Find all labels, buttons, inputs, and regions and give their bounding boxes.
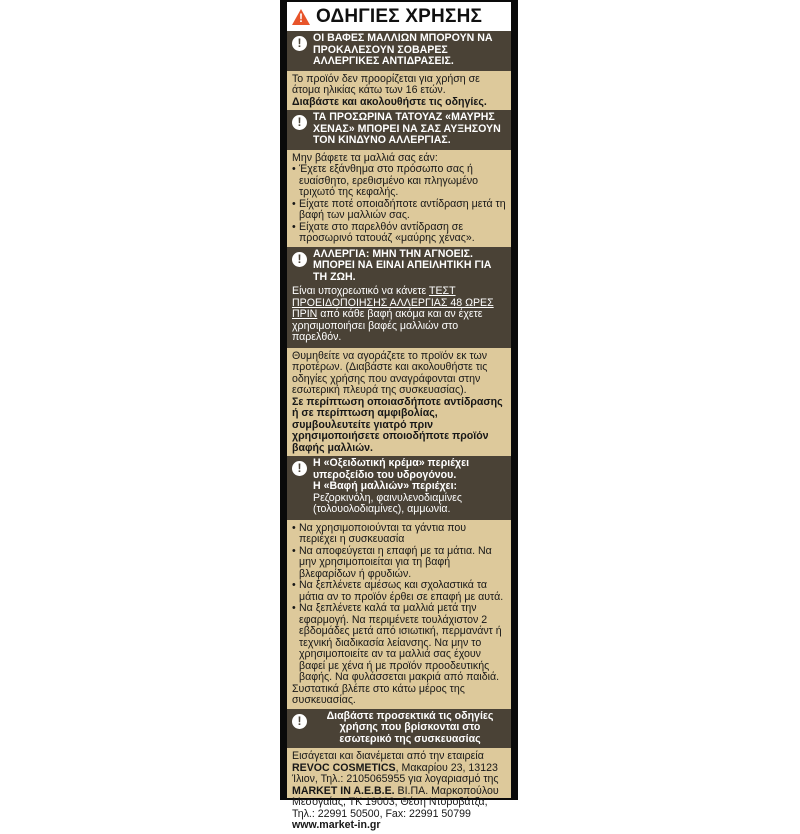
exclamation-icon: ! bbox=[292, 115, 307, 130]
warning-allergy-heading: ! ΟΙ ΒΑΦΕΣ ΜΑΛΛΙΩΝ ΜΠΟΡΟΥΝ ΝΑ ΠΡΟΚΑΛΕΣΟΥΝ ΣΟΒΑΡΕΣ ΑΛΛΕΡΓΙΚΕΣ ΑΝΤΙΔΡΑΣΕΙΣ. bbox=[287, 31, 511, 71]
list-item: • Να ξεπλένετε καλά τα μαλλιά μετά την εφαρμογή. Να περιμένετε τουλάχιστον 2 εβδομάδες μετά από ισιωτική, περμανάντ ή τεχνική διαδικασία λείανσης. Να μην το χρησιμοποιείτε αν τα μαλλιά σας έχουν βαφεί με χένα ή με προϊόν προοδευτικής βαφής. Να φυλάσσεται μακριά από παιδιά. bbox=[292, 603, 506, 684]
page-title: ΟΔΗΓΙΕΣ ΧΡΗΣΗΣ bbox=[316, 5, 483, 27]
importer-info: Εισάγεται και διανέμεται από την εταιρεία REVOC COSMETICS, Μακαρίου 23, 13123 Ίλιον, Τηλ.: 2105065955 για λογαριασμό της MARKET IN A.E.B.E. ΒΙ.ΠΑ. Μαρκοπούλου Μεσογαίας, ΤΚ 19003, Θέση Ντοροβάτζα, Τηλ.: 22991 50500, Fax: 22991 50799 www.market-in.gr bbox=[287, 748, 511, 834]
reminder-text: Θυμηθείτε να αγοράζετε το προϊόν εκ των προτέρων. (Διαβάστε και ακολουθήστε τις οδηγίες χρήσης που αναγράφονται στην εσωτερική πλευρά της συσκευασίας). Σε περίπτωση οποιασδήποτε αντίδρασης ή σε περίπτωση αμφιβολίας, συμβουλευτείτε γιατρό πριν χρησιμοποιήσετε οποιοδήποτε προϊόν βαφής μαλλιών. bbox=[292, 349, 503, 454]
ingredients-warning: ! Η «Οξειδωτική κρέμα» περιέχει υπεροξείδιο του υδρογόνου. Η «Βαφή μαλλιών» περιέχει: Ρεζορκινόλη, φαινυλενοδιαμίνες (τολουολοδιαμίνες), αμμωνία. bbox=[287, 456, 511, 520]
list-item: • Να χρησιμοποιούνται τα γάντια που περιέχει η συσκευασία bbox=[292, 523, 506, 546]
warning-tattoo-heading: ! ΤΑ ΠΡΟΣΩΡΙΝΑ ΤΑΤΟΥΑΖ «ΜΑΥΡΗΣ ΧΕΝΑΣ» ΜΠΟΡΕΙ ΝΑ ΣΑΣ ΑΥΞΗΣΟΥΝ ΤΟΝ ΚΙΝΔΥΝΟ ΑΛΛΕΡΓΙΑΣ. bbox=[287, 110, 511, 150]
list-item: • Να ξεπλένετε αμέσως και σχολαστικά τα μάτια αν το προϊόν έρθει σε επαφή με αυτά. bbox=[292, 580, 506, 603]
allergy-test-text: Είναι υποχρεωτικό να κάνετε ΤΕΣΤ ΠΡΟΕΙΔΟΠΟΙΗΣΗΣ ΑΛΛΕΡΓΙΑΣ 48 ΩΡΕΣ ΠΡΙΝ από κάθε βαφή ακόμα και αν έχετε χρησιμοποιήσει βαφές μαλλιών στο παρελθόν. bbox=[287, 286, 511, 348]
exclamation-icon: ! bbox=[292, 36, 307, 51]
exclamation-icon: ! bbox=[292, 461, 307, 476]
exclamation-icon: ! bbox=[292, 714, 307, 729]
do-not-dye-list: Μην βάφετε τα μαλλιά σας εάν: • Έχετε εξάνθημα στο πρόσωπο σας ή ευαίσθητο, ερεθισμένο και πληγωμένο τριχωτό της κεφαλής. • Είχατε ποτέ οποιαδήποτε αντίδραση μετά τη βαφή των μαλλιών σας. • Είχατε στο παρελθόν αντίδραση σε προσωρινό τατουάζ «μαύρης χένας». bbox=[287, 150, 511, 247]
title-bar bbox=[287, 2, 511, 31]
age-restriction-text: Το προϊόν δεν προορίζεται για χρήση σε άτομα ηλικίας κάτω των 16 ετών. Διαβάστε και ακολουθήστε τις οδηγίες. bbox=[292, 72, 487, 108]
list-item: • Είχατε ποτέ οποιαδήποτε αντίδραση μετά τη βαφή των μαλλιών σας. bbox=[292, 199, 506, 222]
precautions-list: • Να χρησιμοποιούνται τα γάντια που περιέχει η συσκευασία • Να αποφεύγεται η επαφή με τα μάτια. Να μην χρησιμοποιείται για τη βαφή βλεφαρίδων ή φρυδιών. • Να ξεπλένετε αμέσως και σχολαστικά τα μάτια αν το προϊόν έρθει σε επαφή με αυτά. • Να ξεπλένετε καλά τα μαλλιά μετά την εφαρμογή. Να περιμένετε τουλάχιστον 2 εβδομάδες μετά από ισιωτική, περμανάντ ή τεχνική διαδικασία λείανσης. Να μην το χρησιμοποιείτε αν τα μαλλιά σας έχουν βαφεί με χένα ή με προϊόν προοδευτικής βαφής. Να φυλάσσεται μακριά από παιδιά. Συστατικά βλέπε στο κάτω μέρος της συσκευασίας. bbox=[287, 520, 511, 709]
warning-allergy-life-threat: ! ΑΛΛΕΡΓΙΑ: ΜΗΝ ΤΗΝ ΑΓΝΟΕΙΣ. ΜΠΟΡΕΙ ΝΑ ΕΙΝΑΙ ΑΠΕΙΛΗΤΙΚΗ ΓΙΑ ΤΗ ΖΩΗ. bbox=[287, 247, 511, 287]
read-instructions-heading: ! Διαβάστε προσεκτικά τις οδηγίες χρήσης που βρίσκονται στο εσωτερικό της συσκευασίας bbox=[287, 709, 511, 749]
instructions-label bbox=[287, 2, 511, 831]
warning-triangle-icon: ! bbox=[292, 9, 310, 25]
list-item: • Είχατε στο παρελθόν αντίδραση σε προσωρινό τατουάζ «μαύρης χένας». bbox=[292, 222, 506, 245]
list-item: • Έχετε εξάνθημα στο πρόσωπο σας ή ευαίσθητο, ερεθισμένο και πληγωμένο τριχωτό της κεφαλής. bbox=[292, 164, 506, 199]
website-link: www.market-in.gr bbox=[292, 819, 381, 831]
list-item: • Να αποφεύγεται η επαφή με τα μάτια. Να μην χρησιμοποιείται για τη βαφή βλεφαρίδων ή φρυδιών. bbox=[292, 546, 506, 581]
exclamation-icon: ! bbox=[292, 252, 307, 267]
